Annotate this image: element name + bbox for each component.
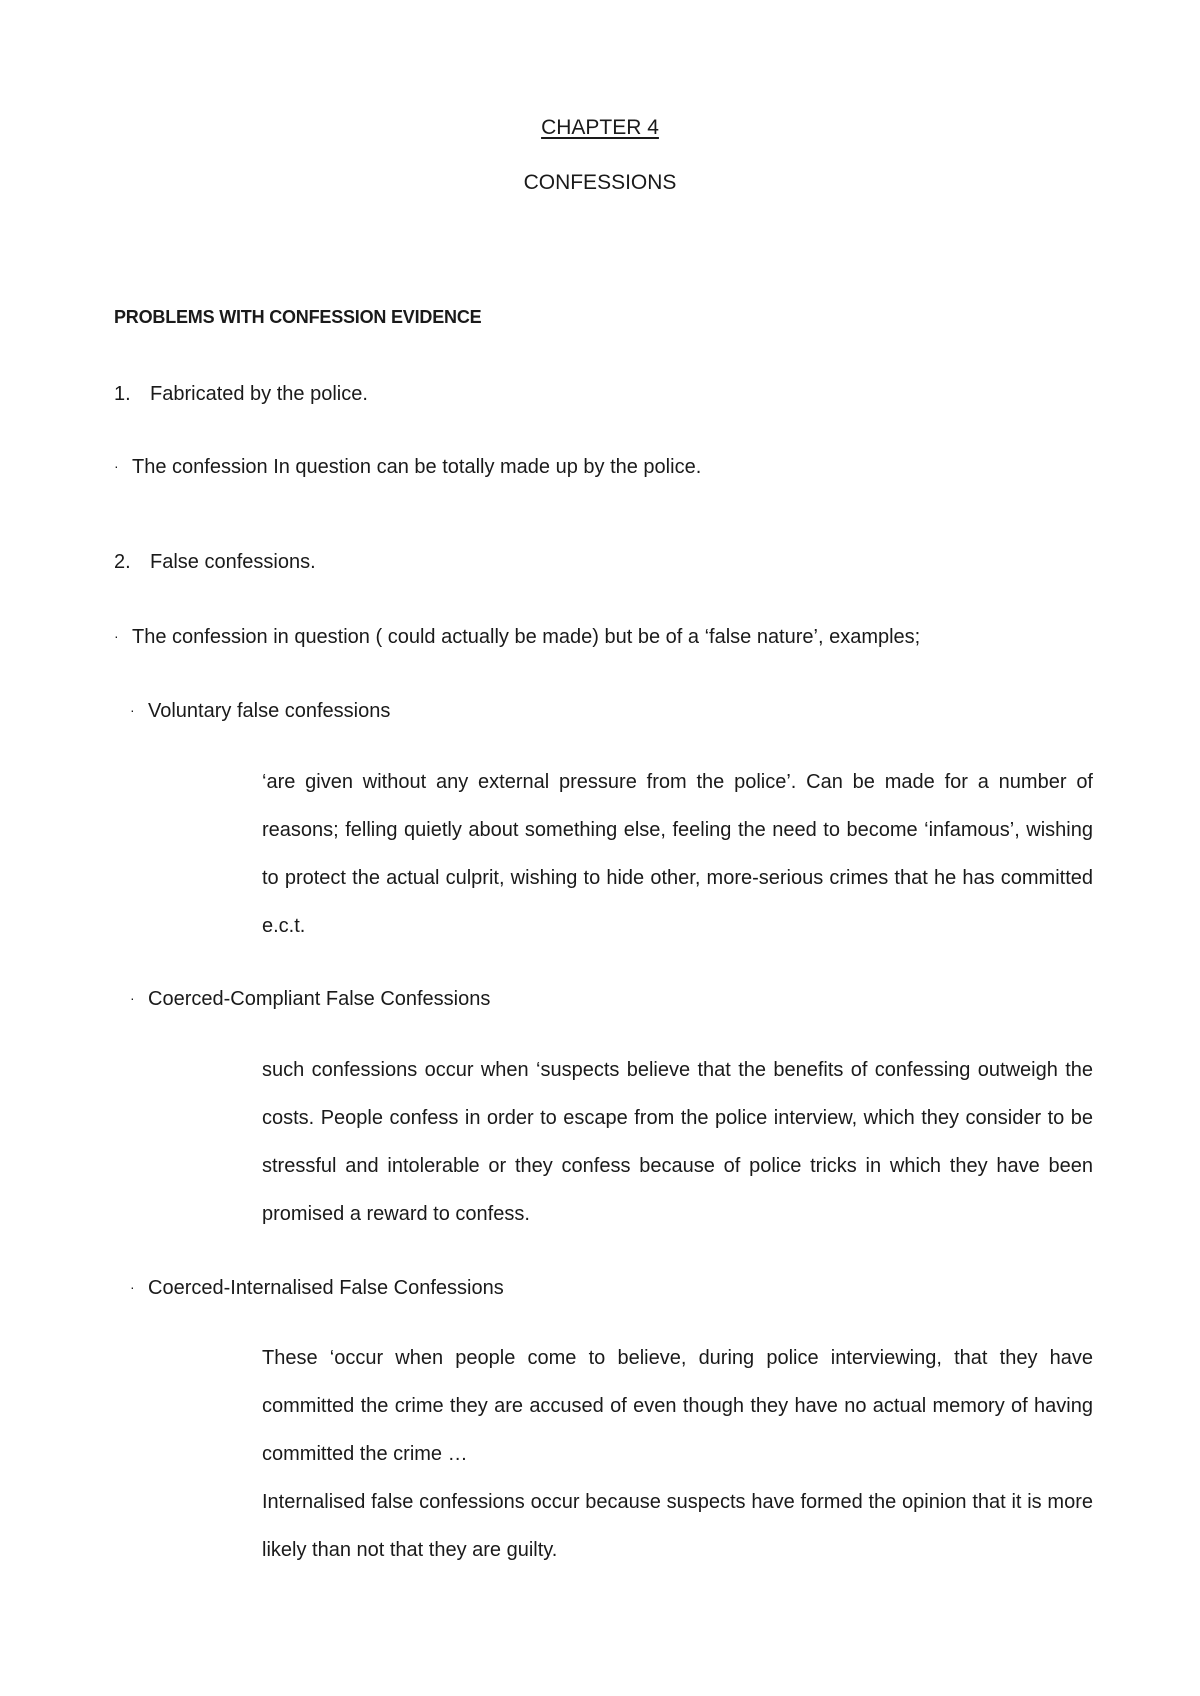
bullet-dot-icon: · xyxy=(130,990,135,1006)
bullet-point-1 xyxy=(114,454,701,479)
subtype-voluntary xyxy=(130,698,390,723)
item-number: 2. xyxy=(114,551,131,573)
section-heading: PROBLEMS WITH CONFESSION EVIDENCE xyxy=(114,307,482,327)
subtype-paragraph: These ‘occur when people come to believe, during police interviewing, that they have committed the crime they are accused of even though they have no actual memory of having committed the crime … xyxy=(262,1347,1093,1465)
chapter-subtitle: CONFESSIONS xyxy=(523,171,677,194)
bullet-dot-icon: · xyxy=(114,628,119,644)
item-number: 1. xyxy=(114,383,131,405)
subtype-label: Voluntary false confessions xyxy=(148,700,391,722)
subtype-paragraph-continued: Internalised false confessions occur because suspects have formed the opinion that it is more likely than not that they are guilty. xyxy=(262,1491,1093,1561)
bullet-point-2 xyxy=(114,624,920,649)
bullet-dot-icon: · xyxy=(114,458,119,474)
subtype-paragraph: ‘are given without any external pressure from the police’. Can be made for a number of reasons; felling quietly about something else, feeling the need to become ‘infamous’, wishing to protect the actual culprit, wishing to hide other, more-serious crimes that he has committed e.c.t. xyxy=(262,771,1093,937)
chapter-title: CHAPTER 4 xyxy=(541,116,659,139)
numbered-item-1 xyxy=(114,382,368,406)
bullet-dot-icon: · xyxy=(130,702,135,718)
subtype-coerced-internalised xyxy=(130,1275,504,1300)
subtype-label: Coerced-Compliant False Confessions xyxy=(148,988,491,1010)
bullet-text: The confession In question can be totally made up by the police. xyxy=(132,456,702,478)
subtype-label: Coerced-Internalised False Confessions xyxy=(148,1277,504,1299)
item-label: Fabricated by the police. xyxy=(150,383,368,405)
bullet-text: The confession in question ( could actually be made) but be of a ‘false nature’, examples; xyxy=(132,626,921,648)
numbered-item-2 xyxy=(114,550,316,574)
subtype-paragraph: such confessions occur when ‘suspects believe that the benefits of confessing outweigh the costs. People confess in order to escape from the police interview, which they consider to be stressful and intolerable or they confess because of police tricks in which they have been promised a reward to confess. xyxy=(262,1059,1093,1225)
bullet-dot-icon: · xyxy=(130,1279,135,1295)
subtype-coerced-compliant xyxy=(130,986,490,1011)
item-label: False confessions. xyxy=(150,551,316,573)
